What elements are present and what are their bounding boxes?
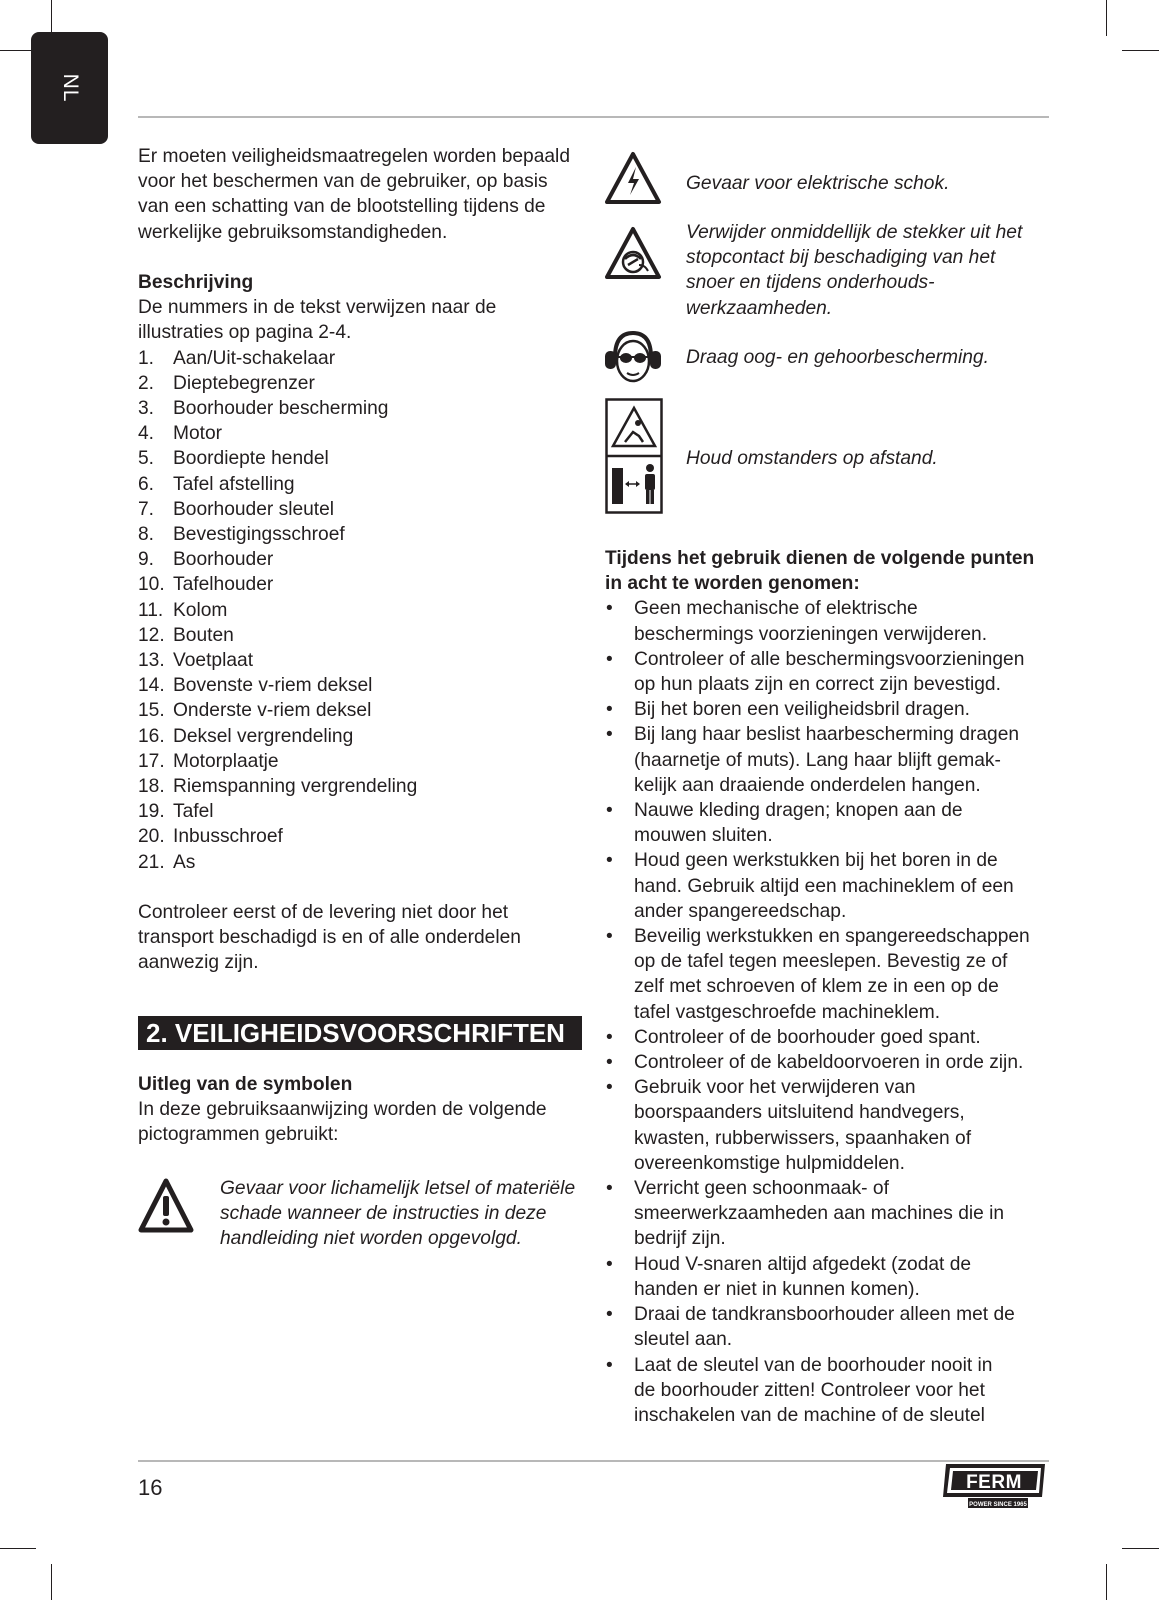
bullet-marker: • <box>606 1052 613 1074</box>
bullet-line: kwasten, rubberwissers, spaanhaken of <box>634 1127 972 1149</box>
bullet-line: boorspaanders uitsluitend handvegers, <box>634 1102 965 1124</box>
bullet-line: de boorhouder zitten! Controleer voor het <box>634 1379 985 1401</box>
part-label: Riemspanning vergrendeling <box>173 776 418 798</box>
part-list-item <box>138 547 588 572</box>
unplug-icon <box>603 225 663 283</box>
part-number: 13. <box>138 650 165 672</box>
part-number: 9. <box>138 549 155 571</box>
bullet-line: Bij het boren een veiligheidsbril dragen. <box>634 699 970 721</box>
electric-shock-text: Gevaar voor elektrische schok. <box>686 173 950 194</box>
bullet-line: Beveilig werkstukken en spangereedschappen <box>634 926 1030 948</box>
part-list-item <box>138 774 588 799</box>
part-label: Motorplaatje <box>173 750 279 772</box>
part-label: Boordiepte hendel <box>173 448 329 470</box>
warning-text: Gevaar voor lichamelijk letsel of materiële schade wanneer de instructies in deze handleiding niet worden opgevolgd. <box>220 1178 576 1250</box>
crop-mark <box>51 0 52 36</box>
part-list-item <box>138 572 588 597</box>
part-list-item <box>138 446 588 471</box>
bullet-line: Houd geen werkstukken bij het boren in de <box>634 850 998 872</box>
bullet-line: smeerwerkzaamheden aan machines die in <box>634 1203 1005 1225</box>
usage-rules <box>605 546 1065 1428</box>
ferm-logo <box>942 1461 1049 1518</box>
left-column <box>138 144 588 976</box>
part-number: 4. <box>138 423 155 445</box>
safety-bullet-item <box>605 798 1065 848</box>
safety-bullet-item <box>605 1353 1065 1429</box>
bullet-text <box>634 596 987 646</box>
bullet-text <box>634 798 963 848</box>
part-list-item <box>138 396 588 421</box>
part-label: Inbusschroef <box>173 826 283 848</box>
bullet-marker: • <box>606 1178 613 1200</box>
part-label: Boorhouder bescherming <box>173 398 389 420</box>
crop-mark <box>1106 0 1107 36</box>
safety-bullet-item <box>605 1025 1065 1050</box>
part-number: 18. <box>138 776 165 798</box>
crop-mark <box>0 1548 36 1549</box>
safety-bullet-item <box>605 722 1065 798</box>
bullet-line: Controleer of de boorhouder goed spant. <box>634 1026 981 1048</box>
safety-bullet-item <box>605 647 1065 697</box>
safety-bullet-item <box>605 1050 1065 1075</box>
bullet-marker: • <box>606 1354 613 1376</box>
part-label: As <box>173 851 196 873</box>
description-heading: Beschrijving <box>138 272 254 293</box>
part-number: 5. <box>138 448 155 470</box>
safety-bullet-list <box>605 596 1065 1428</box>
bullet-line: zelf met schroeven of klem ze in een op de <box>634 976 999 998</box>
bullet-line: op hun plaats zijn en correct zijn bevestigd. <box>634 674 1001 696</box>
part-label: Deksel vergrendeling <box>173 725 354 747</box>
part-list-item <box>138 824 588 849</box>
safety-bullet-item <box>605 596 1065 646</box>
bullet-line: Controleer of alle beschermingsvoorzieningen <box>634 648 1025 670</box>
part-number: 1. <box>138 347 155 369</box>
crop-mark <box>1122 50 1159 51</box>
bullet-text <box>634 1075 971 1176</box>
svg-text:FERM: FERM <box>966 1472 1022 1493</box>
safety-bullet-item <box>605 1176 1065 1252</box>
part-label: Dieptebegrenzer <box>173 372 315 394</box>
part-number: 21. <box>138 851 165 873</box>
bullet-marker: • <box>606 1026 613 1048</box>
part-number: 12. <box>138 624 165 646</box>
bullet-line: Bij lang haar beslist haarbescherming dragen <box>634 724 1020 746</box>
part-list-item <box>138 598 588 623</box>
crop-mark <box>51 1564 52 1600</box>
part-list-item <box>138 673 588 698</box>
bullet-line: inschakelen van de machine of de sleutel <box>634 1404 985 1426</box>
part-number: 8. <box>138 524 155 546</box>
part-number: 16. <box>138 725 165 747</box>
part-label: Tafel afstelling <box>173 473 295 495</box>
bullet-text <box>634 1252 971 1302</box>
ferm-logo-graphic <box>942 1461 1049 1513</box>
safety-bullet-item <box>605 848 1065 924</box>
part-list-item <box>138 421 588 446</box>
safety-bullet-item <box>605 924 1065 1025</box>
part-number: 14. <box>138 675 165 697</box>
warning-triangle-icon <box>137 1176 195 1236</box>
bullet-marker: • <box>606 1253 613 1275</box>
bullet-marker: • <box>606 699 613 721</box>
symbols-heading: Uitleg van de symbolen <box>138 1074 353 1095</box>
part-list-item <box>138 346 588 371</box>
page-number: 16 <box>138 1475 163 1500</box>
bullet-marker: • <box>606 800 613 822</box>
bullet-line: ander spangereedschap. <box>634 900 847 922</box>
bullet-text <box>634 722 1019 798</box>
bullet-line: sleutel aan. <box>634 1329 733 1351</box>
svg-text:POWER SINCE 1965: POWER SINCE 1965 <box>969 1502 1027 1508</box>
intro-paragraph: Er moeten veiligheidsmaatregelen worden bepaald voor het beschermen van de gebruiker, op basis van een schatting van de blootstelling tijdens de werkelijke gebruiksomstandigheden. <box>138 146 570 243</box>
electric-shock-icon <box>603 150 663 208</box>
eye-ear-protection-icon <box>603 327 663 387</box>
crop-mark <box>1106 1564 1107 1600</box>
symbols-explanation <box>138 1072 588 1148</box>
part-label: Onderste v-riem deksel <box>173 700 372 722</box>
part-label: Boorhouder sleutel <box>173 498 335 520</box>
part-label: Tafelhouder <box>173 574 274 596</box>
part-list-item <box>138 749 588 774</box>
header-rule <box>138 116 1049 118</box>
bullet-line: overeenkomstige hulpmiddelen. <box>634 1152 905 1174</box>
bullet-text <box>634 1353 992 1429</box>
part-list-item <box>138 850 588 875</box>
bullet-line: kelijk aan draaiende onderdelen hangen. <box>634 774 981 796</box>
part-label: Motor <box>173 423 223 445</box>
part-list-item <box>138 698 588 723</box>
bullet-marker: • <box>606 1077 613 1099</box>
bullet-line: tafel vastgeschroefde machineklem. <box>634 1001 941 1023</box>
part-label: Boorhouder <box>173 549 274 571</box>
bullet-marker: • <box>606 648 613 670</box>
part-number: 20. <box>138 826 165 848</box>
safety-bullet-item <box>605 1075 1065 1176</box>
bullet-text <box>634 697 970 722</box>
part-list-item <box>138 472 588 497</box>
language-tab <box>31 32 108 144</box>
section-title: 2. VEILIGHEIDSVOORSCHRIFTEN <box>138 1016 582 1050</box>
part-number: 6. <box>138 473 155 495</box>
safety-bullet-item <box>605 1302 1065 1352</box>
bullet-line: Nauwe kleding dragen; knopen aan de <box>634 800 963 822</box>
bullet-line: Laat de sleutel van de boorhouder nooit in <box>634 1354 993 1376</box>
bullet-text <box>634 1025 981 1050</box>
part-label: Bouten <box>173 624 234 646</box>
part-label: Bovenste v-riem deksel <box>173 675 373 697</box>
part-number: 7. <box>138 498 155 520</box>
bullet-marker: • <box>606 926 613 948</box>
bullet-line: mouwen sluiten. <box>634 825 773 847</box>
part-number: 2. <box>138 372 155 394</box>
bullet-marker: • <box>606 598 613 620</box>
part-number: 11. <box>138 599 164 621</box>
eye-ear-protection-text: Draag oog- en gehoorbescherming. <box>686 347 989 368</box>
part-label: Bevestigingsschroef <box>173 524 345 546</box>
part-list-item <box>138 522 588 547</box>
bullet-line: Controleer of de kabeldoorvoeren in orde zijn. <box>634 1052 1024 1074</box>
bullet-line: hand. Gebruik altijd een machineklem of een <box>634 875 1014 897</box>
bullet-marker: • <box>606 1304 613 1326</box>
part-label: Aan/Uit-schakelaar <box>173 347 336 369</box>
bullet-text <box>634 1302 1015 1352</box>
part-number: 15. <box>138 700 165 722</box>
part-label: Voetplaat <box>173 650 254 672</box>
delivery-check-paragraph: Controleer eerst of de levering niet door het transport beschadigd is en of alle onderdelen aanwezig zijn. <box>138 902 521 974</box>
description-text: De nummers in de tekst verwijzen naar de illustraties op pagina 2-4. <box>138 297 497 344</box>
part-number: 17. <box>138 750 165 772</box>
bullet-line: op de tafel tegen meeslepen. Bevestig ze of <box>634 951 1008 973</box>
bullet-line: Draai de tandkransboorhouder alleen met de <box>634 1304 1015 1326</box>
bullet-line: (haarnetje of muts). Lang haar blijft gemak- <box>634 749 1001 771</box>
unplug-text: Verwijder onmiddellijk de stekker uit het stopcontact bij beschadiging van het snoer en tijdens onderhouds- werkzaamheden. <box>686 222 1023 319</box>
part-list-item <box>138 799 588 824</box>
part-number: 19. <box>138 801 165 823</box>
part-list-item <box>138 623 588 648</box>
part-list-item <box>138 371 588 396</box>
symbols-intro: In deze gebruiksaanwijzing worden de volgende pictogrammen gebruikt: <box>138 1099 547 1146</box>
part-label: Tafel <box>173 801 214 823</box>
bullet-line: handen er niet in kunnen komen). <box>634 1278 920 1300</box>
bullet-line: Gebruik voor het verwijderen van <box>634 1077 916 1099</box>
safety-bullet-item <box>605 1252 1065 1302</box>
bullet-text <box>634 848 1014 924</box>
bullet-line: Geen mechanische of elektrische <box>634 598 918 620</box>
bullet-line: beschermings voorzieningen verwijderen. <box>634 623 988 645</box>
part-list-item <box>138 497 588 522</box>
bullet-text <box>634 1050 1023 1075</box>
keep-bystanders-away-text: Houd omstanders op afstand. <box>686 448 938 469</box>
safety-bullet-item <box>605 697 1065 722</box>
keep-bystanders-away-icon <box>605 398 663 514</box>
bullet-text <box>634 924 1030 1025</box>
usage-heading: Tijdens het gebruik dienen de volgende punten in acht te worden genomen: <box>605 548 1035 595</box>
part-number: 10. <box>138 574 165 596</box>
bullet-line: bedrijf zijn. <box>634 1228 726 1250</box>
bullet-line: Houd V-snaren altijd afgedekt (zodat de <box>634 1253 972 1275</box>
part-number: 3. <box>138 398 155 420</box>
part-list-item <box>138 648 588 673</box>
crop-mark <box>1122 1548 1159 1549</box>
footer-rule <box>138 1460 1049 1462</box>
part-label: Kolom <box>173 599 228 621</box>
bullet-text <box>634 647 1024 697</box>
bullet-text <box>634 1176 1004 1252</box>
bullet-marker: • <box>606 850 613 872</box>
bullet-line: Verricht geen schoonmaak- of <box>634 1178 889 1200</box>
parts-list <box>138 346 588 875</box>
language-label: NL <box>58 73 82 103</box>
part-list-item <box>138 724 588 749</box>
bullet-marker: • <box>606 724 613 746</box>
